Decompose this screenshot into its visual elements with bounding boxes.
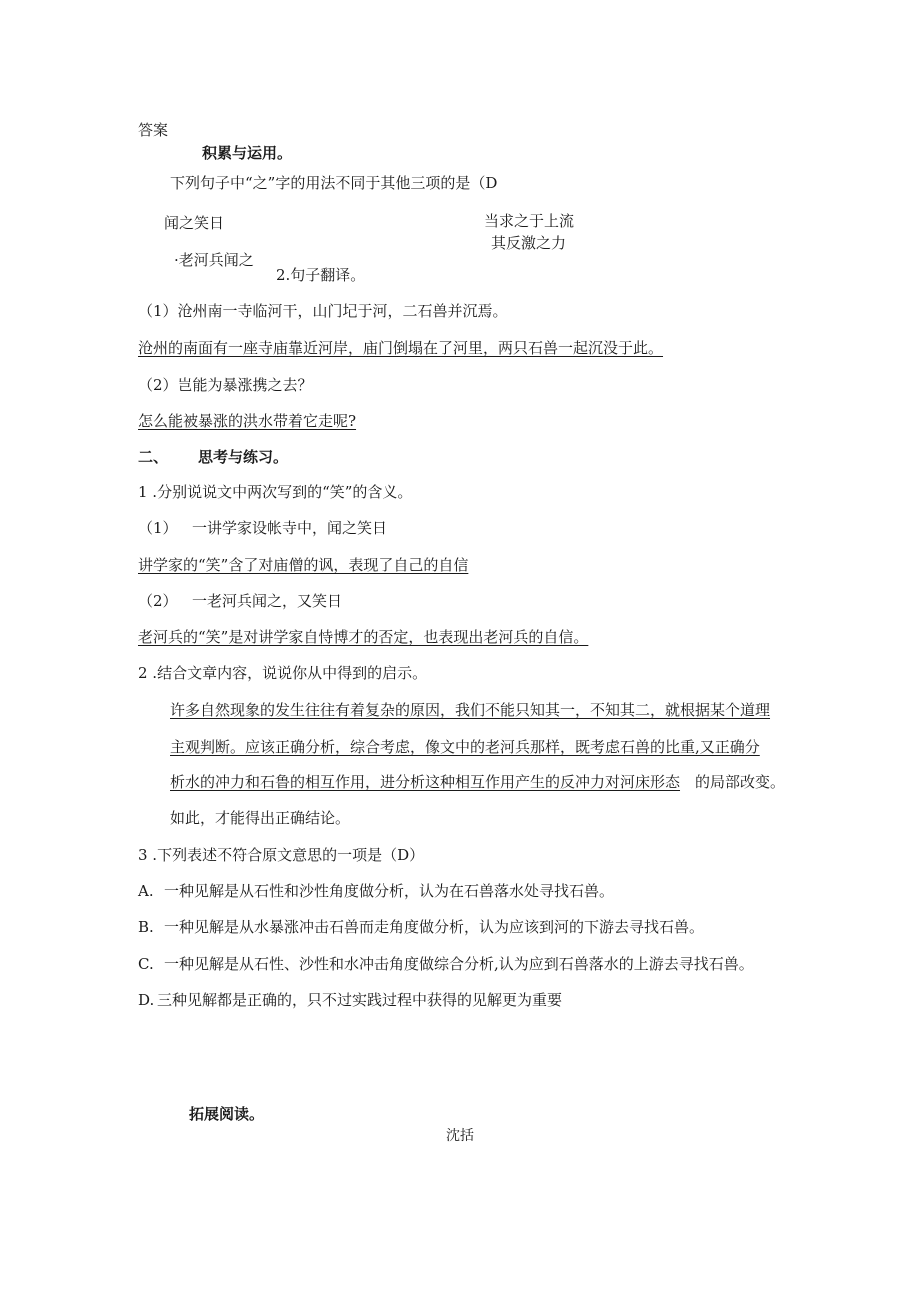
s2-q3-option-c: 一种见解是从石性、沙性和水冲击角度做综合分析,认为应到石兽落水的上游去寻找石兽。 (164, 955, 754, 973)
s2-q3-option-c-label: C. (138, 955, 154, 973)
section2-number: 二、 (138, 448, 169, 466)
page-heading: 答案 (138, 121, 169, 139)
s2-q2-answer-line4: 如此，才能得出正确结论。 (170, 809, 351, 827)
q1-option-c: 其反激之力 (491, 234, 567, 252)
s2-q3-option-d-label: D. (138, 991, 155, 1009)
q2-item1-question: （1）沧州南一寺临河干，山门圮于河，二石兽并沉焉。 (138, 302, 508, 320)
section3-title: 拓展阅读。 (189, 1105, 265, 1123)
s2-q1-item2-answer: 老河兵的“笑”是对讲学家自恃博才的否定，也表现出老河兵的自信。 (138, 628, 589, 646)
section2-title: 思考与练习。 (198, 448, 289, 466)
q2-title: 2.句子翻译。 (276, 266, 366, 284)
s2-q1-item2-question: 一老河兵闻之，又笑日 (192, 592, 343, 610)
s2-q3-option-b: 一种见解是从水暴涨冲击石兽而走角度做分析，认为应该到河的下游去寻找石兽。 (164, 918, 705, 936)
s2-q2-answer-line3: 析水的冲力和石鲁的相互作用，进分析这种相互作用产生的反冲力对河床形态 (170, 773, 681, 791)
s2-q3-text: 3 .下列表述不符合原文意思的一项是（D） (138, 846, 425, 864)
s2-q3-option-a: 一种见解是从石性和沙性角度做分析，认为在石兽落水处寻找石兽。 (164, 882, 615, 900)
q1-option-b: 当求之于上流 (484, 212, 575, 230)
section3-author: 沈括 (446, 1128, 474, 1144)
s2-q3-option-a-label: A. (138, 882, 154, 900)
q1-text: 下列句子中“之”字的用法不同于其他三项的是（D (170, 174, 498, 192)
s2-q1-item1-question: 一讲学家设帐寺中，闻之笑日 (192, 519, 388, 537)
s2-q2-text: 2 .结合文章内容，说说你从中得到的启示。 (138, 664, 428, 682)
s2-q3-option-d: 三种见解都是正确的，只不过实践过程中获得的见解更为重要 (157, 991, 563, 1009)
q2-item2-answer: 怎么能被暴涨的洪水带着它走呢? (138, 412, 357, 430)
s2-q2-answer-line3-tail: 的局部改变。 (695, 773, 786, 791)
section1-title: 积累与运用。 (202, 144, 293, 162)
q1-option-d: ·老河兵闻之 (174, 251, 254, 269)
s2-q1-item1-label: （1） (138, 519, 178, 537)
s2-q2-answer-line2: 主观判断。应该正确分析，综合考虑，像文中的老河兵那样，既考虑石兽的比重,又正确分 (170, 738, 760, 756)
q2-item1-answer: 沧州的南面有一座寺庙靠近河岸，庙门倒塌在了河里，两只石兽一起沉没于此。 (138, 339, 664, 357)
s2-q1-item1-answer: 讲学家的“笑”含了对庙僧的讽，表现了自己的自信 (138, 556, 469, 574)
q1-option-a: 闻之笑日 (164, 214, 225, 232)
s2-q1-item2-label: （2） (138, 592, 178, 610)
q2-item2-question: （2）岂能为暴涨携之去？ (138, 376, 313, 394)
s2-q1-text: 1 .分别说说文中两次写到的“笑”的含义。 (138, 483, 413, 501)
s2-q2-answer-line1: 许多自然现象的发生往往有着复杂的原因，我们不能只知其一，不知其二，就根据某个道理 (170, 701, 771, 719)
s2-q3-option-b-label: B. (138, 918, 154, 936)
